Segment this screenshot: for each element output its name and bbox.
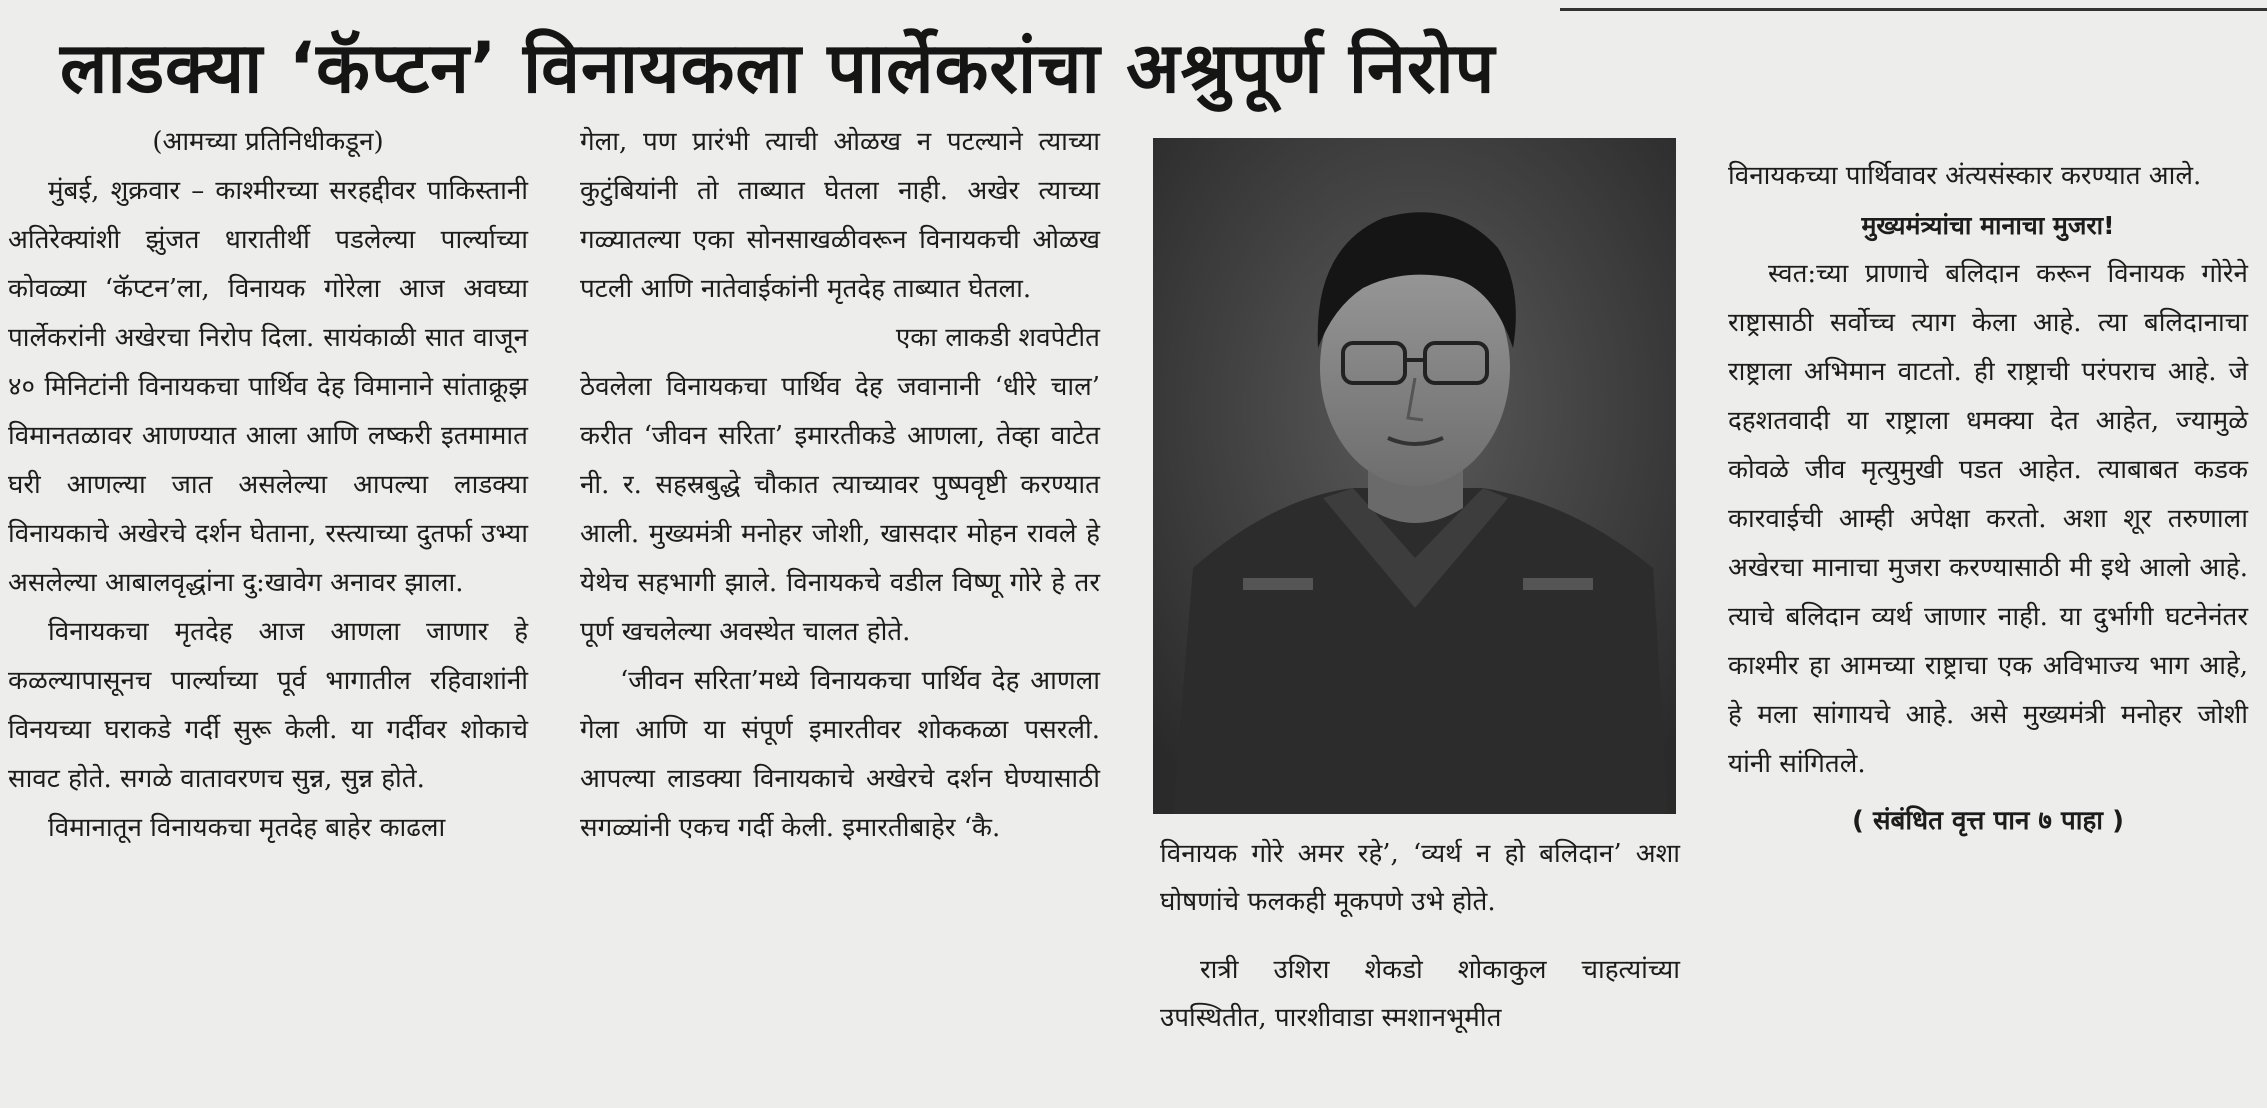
photo-caption (1160, 830, 1680, 1042)
reference-note: ( संबंधित वृत्त पान ७ पाहा ) (1852, 806, 2124, 836)
paragraph: मुंबई, शुक्रवार – काश्मीरच्या सरहद्दीवर पाकिस्तानी अतिरेक्यांशी झुंजत धारातीर्थी पडलेल्या पार्ल्याच्या कोवळ्या ‘कॅप्टन’ला, विनायक गोरेला आज अवघ्या पार्लेकरांनी अखेरचा निरोप दिला. सायंकाळी सात वाजून ४० मिनिटांनी विनायकचा पार्थिव देह विमानाने सांताक्रूझ विमानतळावर आणण्यात आला आणि लष्करी इतमामात घरी आणल्या जात असलेल्या आपल्या लाडक्या विनायकाचे अखेरचे दर्शन घेताना, रस्त्याच्या दुतर्फा उभ्या असलेल्या आबालवृद्धांना दु:खावेग अनावर झाला. (8, 176, 528, 598)
column-2 (580, 118, 1100, 853)
paragraph: ठेवलेला विनायकचा पार्थिव देह जवानानी ‘धीरे चाल’ करीत ‘जीवन सरिता’ इमारतीकडे आणला, तेव्हा वाटेत नी. र. सहस्रबुद्धे चौकात त्याच्यावर पुष्पवृष्टी करण्यात आली. मुख्यमंत्री मनोहर जोशी, खासदार मोहन रावले हे येथेच सहभागी झाले. विनायकचे वडील विष्णू गोरे हे तर पूर्ण खचलेल्या अवस्थेत चालत होते. (580, 372, 1100, 647)
paragraph: गेला, पण प्रारंभी त्याची ओळख न पटल्याने त्याच्या कुटुंबियांनी तो ताब्यात घेतला नाही. अखेर त्याच्या गळ्यातल्या एका सोनसाखळीवरून विनायकची ओळख पटली आणि नातेवाईकांनी मृतदेह ताब्यात घेतला. (580, 127, 1100, 304)
caption-text: विनायक गोरे अमर रहे’, ‘व्यर्थ न हो बलिदान’ अशा घोषणांचे फलकही मूकपणे उभे होते. (1160, 839, 1680, 917)
column-1 (8, 118, 528, 853)
portrait-photo-icon (1153, 138, 1676, 814)
subheading: मुख्यमंत्र्यांचा मानाचा मुजरा! (1861, 211, 2115, 240)
portrait-photo-icon (1153, 138, 1676, 814)
paragraph: स्वत:च्या प्राणाचे बलिदान करून विनायक गोरेने राष्ट्रासाठी सर्वोच्च त्याग केला आहे. त्या बलिदानाचा राष्ट्राला अभिमान वाटतो. ही राष्ट्राची परंपराच आहे. जे दहशतवादी या राष्ट्राला धमक्या देत आहेत, ज्यामुळे कोवळे जीव मृत्युमुखी पडत आहेत. त्याबाबत कडक कारवाईची आम्ही अपेक्षा करतो. अशा शूर तरुणाला अखेरचा मानाचा मुजरा करण्यासाठी मी इथे आलो आहे. त्याचे बलिदान व्यर्थ जाणार नाही. या दुर्भागी घटनेनंतर काश्मीर हा आमच्या राष्ट्राचा एक अविभाज्य भाग आहे, हे मला सांगायचे आहे. असे मुख्यमंत्री मनोहर जोशी यांनी सांगितले. (1728, 259, 2248, 779)
paragraph: ‘जीवन सरिता’मध्ये विनायकचा पार्थिव देह आणला गेला आणि या संपूर्ण इमारतीवर शोककळा पसरली. आपल्या लाडक्या विनायकाचे अखेरचे दर्शन घेण्यासाठी सगळ्यांनी एकच गर्दी केली. इमारतीबाहेर ‘कै. (580, 666, 1100, 843)
paragraph: एका लाकडी शवपेटीत (895, 323, 1100, 353)
headline: लाडक्या ‘कॅप्टन’ विनायकला पार्लेकरांचा अश्रुपूर्ण निरोप (60, 27, 1496, 109)
paragraph: रात्री उशिरा शेकडो शोकाकुल चाहत्यांच्या उपस्थितीत, पारशीवाडा स्मशानभूमीत (1160, 955, 1680, 1033)
paragraph: विनायकचा मृतदेह आज आणला जाणार हे कळल्यापासूनच पार्ल्याच्या पूर्व भागातील रहिवाशांनी विनयच्या घराकडे गर्दी सुरू केली. या गर्दीवर शोकाचे सावट होते. सगळे वातावरणच सुन्न, सुन्न होते. (8, 617, 528, 794)
byline: (आमच्या प्रतिनिधीकडून) (152, 127, 384, 157)
paragraph: विमानातून विनायकचा मृतदेह बाहेर काढला (48, 813, 446, 843)
paragraph: विनायकच्या पार्थिवावर अंत्यसंस्कार करण्यात आले. (1728, 161, 2202, 191)
column-4 (1728, 152, 2248, 846)
